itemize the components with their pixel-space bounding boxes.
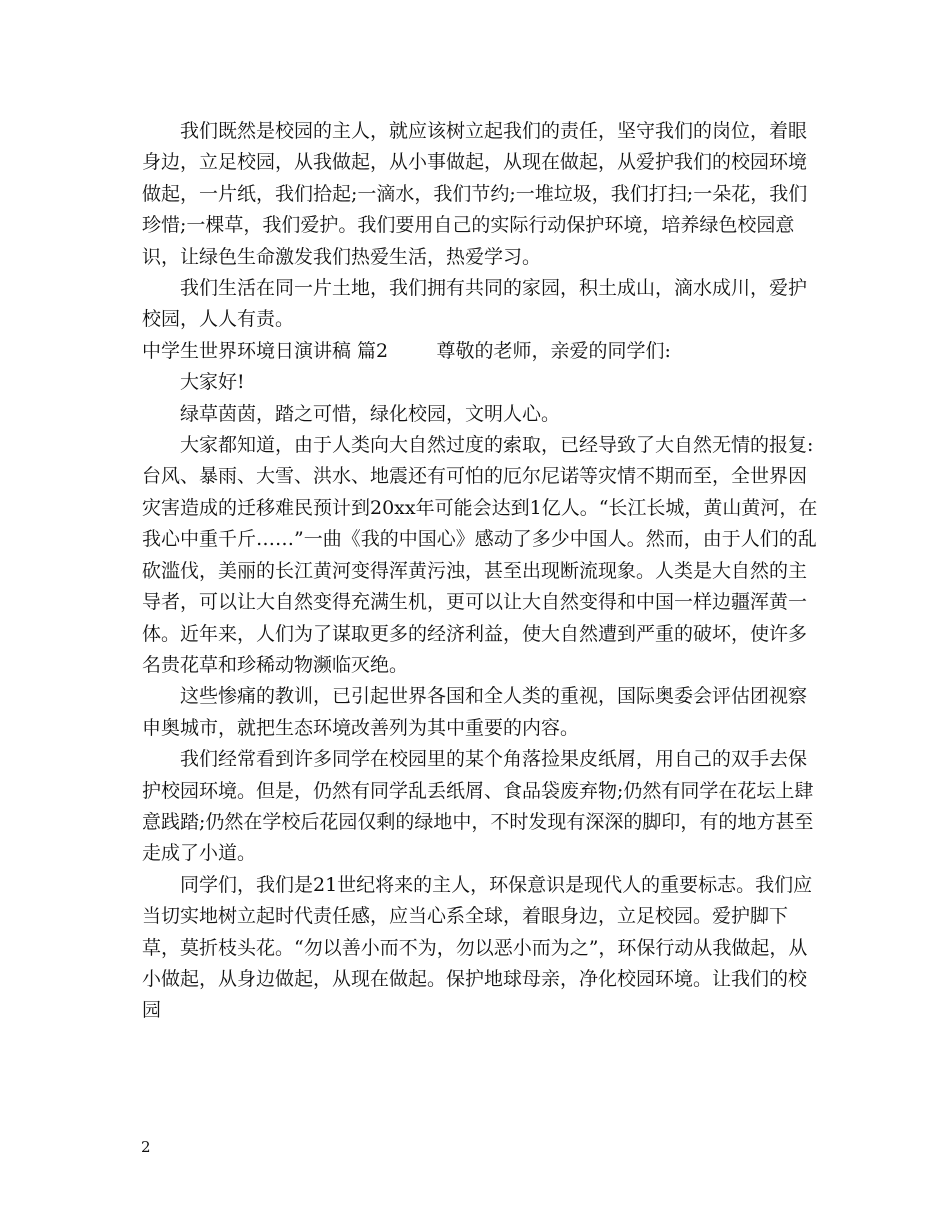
- paragraph-nature-revenge: 大家都知道，由于人类向大自然过度的索取，已经导致了大自然无情的报复:台风、暴雨、大雪、洪水、地震还有可怕的厄尔尼诺等灾情不期而至，全世界因灾害造成的迁移难民预计到20xx年可能会达到1亿人。“长江长城，黄山黄河，在我心中重千斤……”一曲《我的中国心》感动了多少中国人。然而，由于人们的乱砍滥伐，美丽的长江黄河变得浑黄污浊，甚至出现断流现象。人类是大自然的主导者，可以让大自然变得充满生机，更可以让大自然变得和中国一样边疆浑黄一体。近年来，人们为了谋取更多的经济利益，使大自然遭到严重的破坏，使许多名贵花草和珍稀动物濒临灭绝。: [142, 434, 818, 676]
- paragraph-call-to-action: 同学们，我们是21世纪将来的主人，环保意识是现代人的重要标志。我们应当切实地树立起时代责任感，应当心系全球，着眼身边，立足校园。爱护脚下草，莫折枝头花。“勿以善小而不为，勿以恶小而为之”，环保行动从我做起，从小做起，从身边做起，从现在做起。保护地球母亲，净化校园环境。让我们的校园: [142, 873, 813, 1022]
- paragraph-greeting: 大家好!: [180, 371, 245, 394]
- document-body: [142, 116, 822, 1027]
- page-number: 2: [141, 1138, 151, 1156]
- paragraph-campus-behavior: 我们经常看到许多同学在校园里的某个角落捡果皮纸屑，用自己的双手去保护校园环境。但是，仍然有同学乱丢纸屑、食品袋废弃物;仍然有同学在花坛上肆意践踏;仍然在学校后花园仅剩的绿地中，不时发现有深深的脚印，有的地方甚至走成了小道。: [142, 748, 814, 865]
- section-heading-line: 中学生世界环境日演讲稿 篇2 尊敬的老师，亲爱的同学们:: [142, 339, 671, 362]
- paragraph-2: 我们生活在同一片土地，我们拥有共同的家园，积土成山，滴水成川，爱护校园，人人有责。: [142, 277, 808, 331]
- paragraph-lessons: 这些惨痛的教训，已引起世界各国和全人类的重视，国际奥委会评估团视察申奥城市，就把生态环境改善列为其中重要的内容。: [142, 685, 808, 739]
- paragraph-slogan: 绿草茵茵，踏之可惜，绿化校园，文明人心。: [180, 402, 561, 425]
- paragraph-1: 我们既然是校园的主人，就应该树立起我们的责任，坚守我们的岗位，着眼身边，立足校园，从我做起，从小事做起，从现在做起，从爱护我们的校园环境做起，一片纸，我们拾起;一滴水，我们节约;一堆垃圾，我们打扫;一朵花，我们珍惜;一棵草，我们爱护。我们要用自己的实际行动保护环境，培养绿色校园意识，让绿色生命激发我们热爱生活，热爱学习。: [142, 120, 808, 268]
